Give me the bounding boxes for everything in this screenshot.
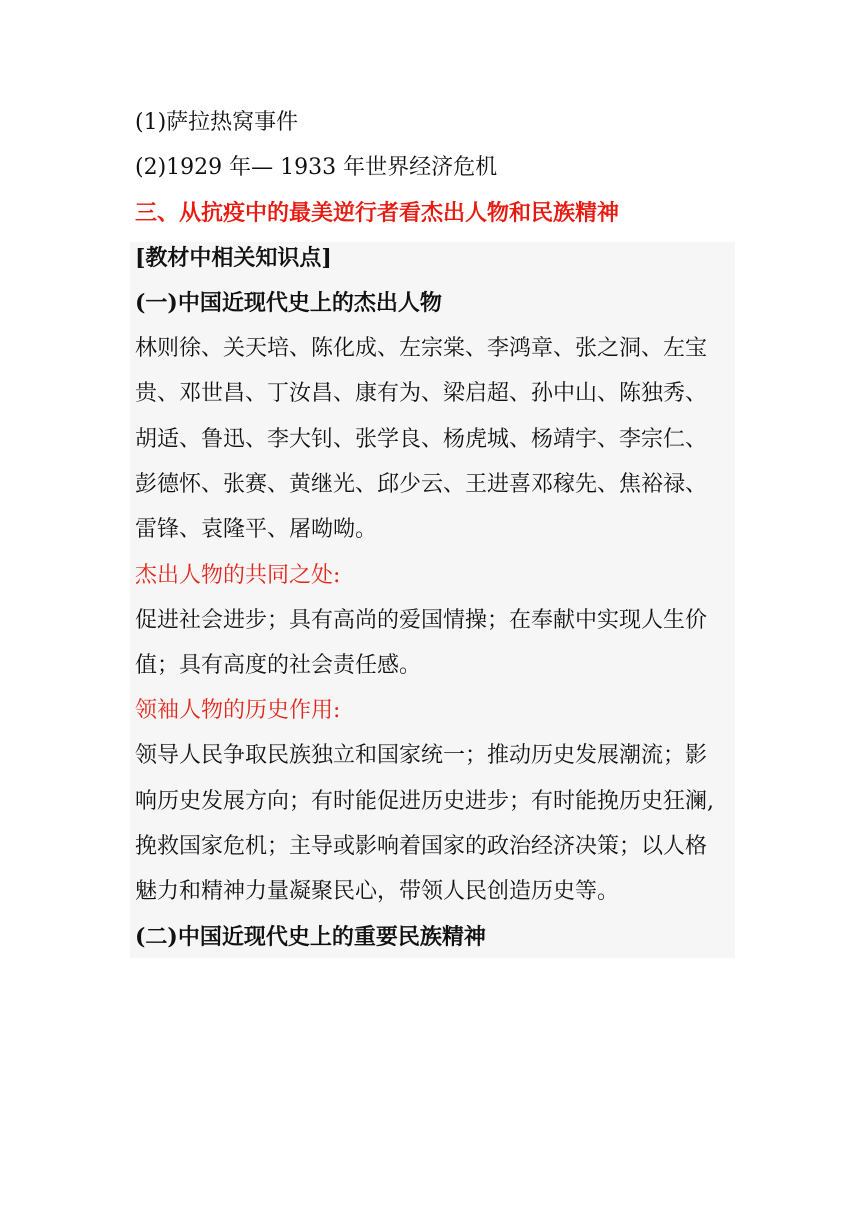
leader-role-line-3: 挽救国家危机；主导或影响着国家的政治经济决策；以人格	[135, 834, 708, 859]
event-item-2: (2)1929 年— 1933 年世界经济危机	[135, 155, 498, 180]
leader-role-line-4: 魅力和精神力量凝聚民心，带领人民创造历史等。	[135, 879, 620, 904]
leader-role-line-1: 领导人民争取民族独立和国家统一；推动历史发展潮流；影	[135, 743, 708, 768]
figures-line-2: 贵、邓世昌、丁汝昌、康有为、梁启超、孙中山、陈独秀、	[135, 381, 708, 406]
event-item-1: (1)萨拉热窝事件	[135, 110, 299, 135]
common-traits-line-1: 促进社会进步；具有高尚的爱国情操；在奉献中实现人生价	[135, 608, 708, 633]
leader-role-line-2: 响历史发展方向；有时能促进历史进步；有时能挽历史狂澜,	[135, 789, 714, 814]
figures-line-4: 彭德怀、张赛、黄继光、邱少云、王进喜邓稼先、焦裕禄、	[135, 472, 708, 497]
common-traits-line-2: 值；具有高度的社会责任感。	[135, 653, 422, 678]
figures-line-3: 胡适、鲁迅、李大钊、张学良、杨虎城、杨靖宇、李宗仁、	[135, 427, 708, 452]
section-heading: 三、从抗疫中的最美逆行者看杰出人物和民族精神	[135, 200, 620, 226]
common-traits-heading: 杰出人物的共同之处:	[135, 563, 341, 588]
subsection-heading-2: (二)中国近现代史上的重要民族精神	[135, 924, 486, 950]
leader-role-heading: 领袖人物的历史作用:	[135, 698, 341, 723]
figures-line-1: 林则徐、关天培、陈化成、左宗棠、李鸿章、张之洞、左宝	[135, 336, 708, 361]
figures-line-5: 雷锋、袁隆平、屠呦呦。	[135, 517, 378, 542]
knowledge-heading: [教材中相关知识点]	[135, 245, 332, 271]
subsection-heading-1: (一)中国近现代史上的杰出人物	[135, 290, 442, 316]
